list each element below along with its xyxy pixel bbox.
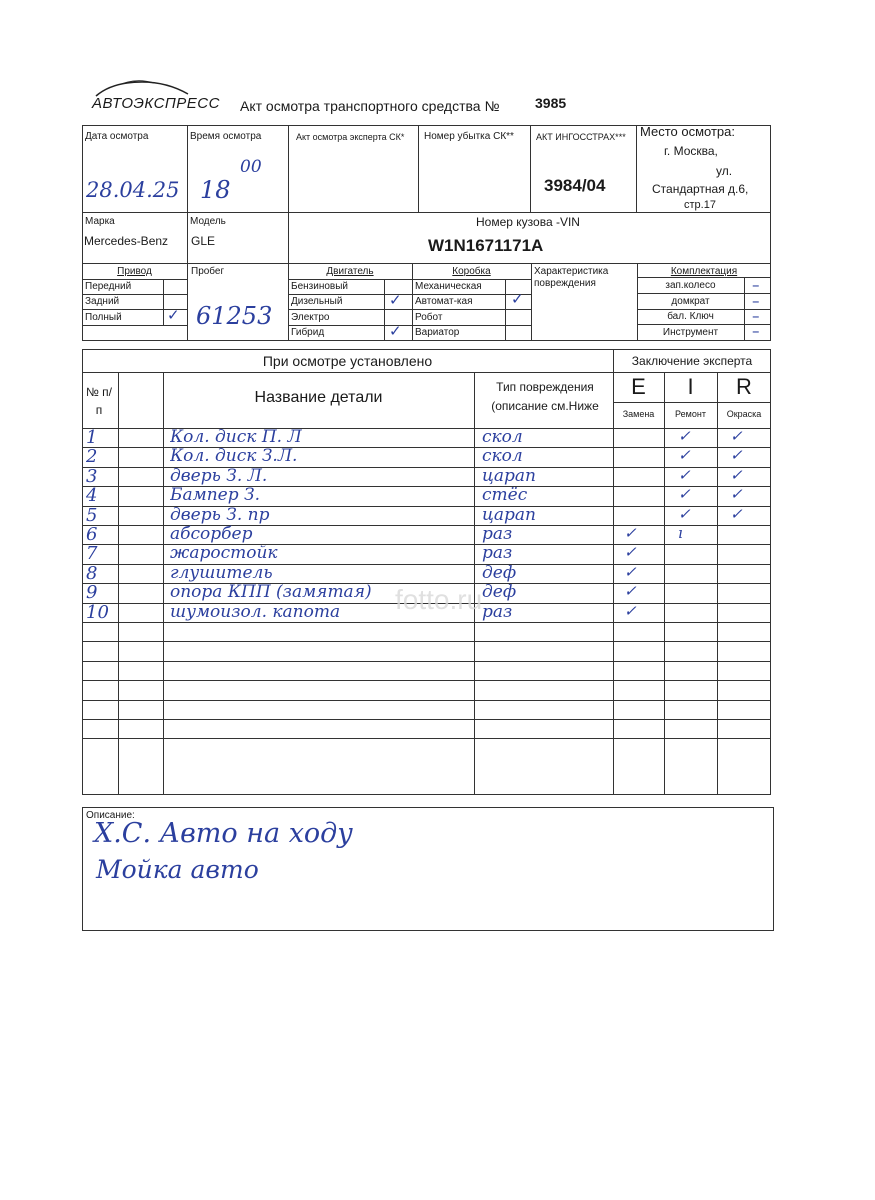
equipment-mark-wrench: –: [752, 307, 760, 325]
row-part-name: Кол. диск З.Л.: [170, 446, 298, 466]
gearbox-option-manual: Механическая: [415, 281, 482, 292]
row-number: 7: [86, 543, 98, 564]
mileage-value: 61253: [196, 302, 273, 330]
engine-mark-hybrid: ✓: [389, 322, 402, 340]
row-damage-type: раз: [482, 543, 513, 563]
row-paint-mark: ✓: [730, 505, 743, 523]
drive-label: Привод: [117, 266, 152, 277]
col-num-header: № п/п: [85, 385, 113, 417]
engine-option-hybrid: Гибрид: [291, 327, 325, 338]
conclusion-header: Заключение эксперта: [631, 354, 753, 368]
row-number: 10: [86, 602, 109, 623]
model-label: Модель: [190, 216, 226, 227]
place-line2: ул.: [716, 164, 733, 178]
date-label: Дата осмотра: [85, 131, 149, 142]
drive-full-checkmark: ✓: [167, 306, 180, 324]
row-repair-mark: ✓: [678, 466, 691, 484]
row-divider: [82, 700, 771, 701]
description-line1: Х.С. Авто на ходу: [94, 818, 353, 849]
col-damage-header: Тип повреждения (описание см.Ниже: [491, 380, 599, 413]
row-part-name: Бампер З.: [170, 485, 261, 505]
row-number: 8: [86, 563, 98, 584]
gearbox-option-robot: Робот: [415, 312, 443, 323]
row-number: 6: [86, 524, 98, 545]
damage-char-label: Характеристика повреждения: [534, 266, 609, 289]
engine-option-diesel: Дизельный: [291, 296, 343, 307]
row-repair-mark: ✓: [678, 505, 691, 523]
drive-option-rear: Задний: [85, 296, 120, 307]
page-title: Акт осмотра транспортного средства №: [240, 98, 500, 114]
row-divider: [82, 680, 771, 681]
description-line2: Мойка авто: [96, 855, 259, 884]
gearbox-option-auto: Автомат-кая: [415, 296, 473, 307]
equipment-jack: домкрат: [671, 296, 710, 307]
row-part-name: опора КПП (замятая): [170, 582, 372, 602]
place-line3: Стандартная д.6,: [652, 182, 749, 196]
mileage-label: Пробег: [191, 266, 225, 277]
ingos-act-label: АКТ ИНГОССТРАХ***: [536, 132, 626, 142]
brand-label: Марка: [85, 216, 115, 227]
row-replace-mark: ✓: [624, 543, 637, 561]
drive-option-front: Передний: [85, 281, 132, 292]
place-line4: стр.17: [684, 199, 716, 211]
row-replace-mark: ✓: [624, 602, 637, 620]
row-paint-mark: ✓: [730, 427, 743, 445]
col-i-header: I: [687, 374, 694, 399]
act-number: 3985: [535, 95, 567, 111]
row-part-name: дверь З. Л.: [170, 466, 268, 486]
row-number: 3: [86, 466, 98, 487]
row-divider: [82, 719, 771, 720]
row-number: 5: [86, 505, 98, 526]
row-repair-mark: ✓: [678, 485, 691, 503]
row-replace-mark: ✓: [624, 563, 637, 581]
logo-text: АВТОЭКСПРЕСС: [92, 95, 220, 112]
engine-option-electric: Электро: [291, 312, 330, 323]
engine-mark-diesel: ✓: [389, 291, 402, 309]
vin-value: W1N1671171A: [428, 236, 544, 255]
row-number: 2: [86, 446, 98, 467]
row-divider: [82, 738, 771, 739]
row-repair-mark: ✓: [678, 446, 691, 464]
place-label: Место осмотра:: [640, 124, 735, 139]
equipment-mark-jack: –: [752, 292, 760, 310]
row-divider: [82, 661, 771, 662]
col-r-header: R: [736, 374, 752, 399]
row-part-name: абсорбер: [170, 524, 253, 544]
loss-number-label: Номер убытка СК**: [424, 131, 514, 142]
time-label: Время осмотра: [190, 131, 262, 142]
row-replace-mark: ✓: [624, 582, 637, 600]
row-damage-type: царап: [482, 505, 536, 525]
equipment-label: Комплектация: [670, 266, 738, 277]
row-part-name: шумоизол. капота: [170, 602, 341, 622]
col-part-header: Название детали: [254, 389, 383, 406]
row-divider: [82, 622, 771, 623]
row-part-name: жаростойк: [170, 543, 278, 563]
ingos-act-value: 3984/04: [544, 176, 606, 195]
equipment-spare-wheel: зап.колесо: [665, 280, 716, 291]
gearbox-option-cvt: Вариатор: [415, 327, 460, 338]
watermark: fotto.ru: [395, 584, 483, 615]
equipment-mark-tools: –: [752, 322, 760, 340]
row-part-name: глушитель: [170, 563, 273, 583]
model-value: GLE: [191, 234, 216, 248]
row-replace-mark: ✓: [624, 524, 637, 542]
equipment-mark-spare: –: [752, 276, 760, 294]
row-damage-type: раз: [482, 524, 513, 544]
row-damage-type: деф: [482, 582, 517, 602]
engine-option-petrol: Бензиновый: [291, 281, 348, 292]
col-e-header: E: [631, 374, 646, 399]
brand-value: Mercedes-Benz: [84, 234, 169, 248]
drive-option-full: Полный: [85, 312, 122, 323]
row-number: 1: [86, 427, 98, 448]
place-line1: г. Москва,: [664, 144, 718, 158]
row-paint-mark: ✓: [730, 446, 743, 464]
row-paint-mark: ✓: [730, 485, 743, 503]
time-hours: 18: [200, 176, 231, 204]
expert-act-label: Акт осмотра эксперта СК*: [296, 132, 405, 142]
row-damage-type: скол: [482, 446, 523, 466]
gearbox-label: Коробка: [452, 266, 491, 277]
row-repair-mark: ✓: [678, 427, 691, 445]
row-part-name: дверь З. пр: [170, 505, 270, 525]
description-label: Описание:: [86, 810, 135, 821]
row-divider: [82, 641, 771, 642]
col-e-sub: Замена: [622, 409, 655, 419]
gearbox-mark-auto: ✓: [511, 290, 524, 308]
equipment-tools: Инструмент: [662, 327, 719, 338]
col-r-sub: Окраска: [726, 409, 762, 419]
logo: [92, 78, 220, 118]
row-damage-type: скол: [482, 427, 523, 447]
engine-label: Двигатель: [326, 266, 374, 277]
time-minutes: 00: [240, 157, 262, 177]
date-value: 28.04.25: [86, 178, 180, 202]
row-repair-mark: ı: [678, 524, 683, 542]
row-damage-type: раз: [482, 602, 513, 622]
established-header: При осмотре установлено: [262, 353, 433, 369]
row-number: 9: [86, 582, 98, 603]
equipment-wrench: бал. Ключ: [667, 311, 714, 322]
row-damage-type: деф: [482, 563, 517, 583]
row-damage-type: царап: [482, 466, 536, 486]
row-paint-mark: ✓: [730, 466, 743, 484]
row-part-name: Кол. диск П. Л: [170, 427, 302, 447]
vin-label: Номер кузова -VIN: [476, 215, 580, 229]
row-number: 4: [86, 485, 98, 506]
row-damage-type: стёс: [482, 485, 528, 505]
col-i-sub: Ремонт: [675, 409, 706, 419]
